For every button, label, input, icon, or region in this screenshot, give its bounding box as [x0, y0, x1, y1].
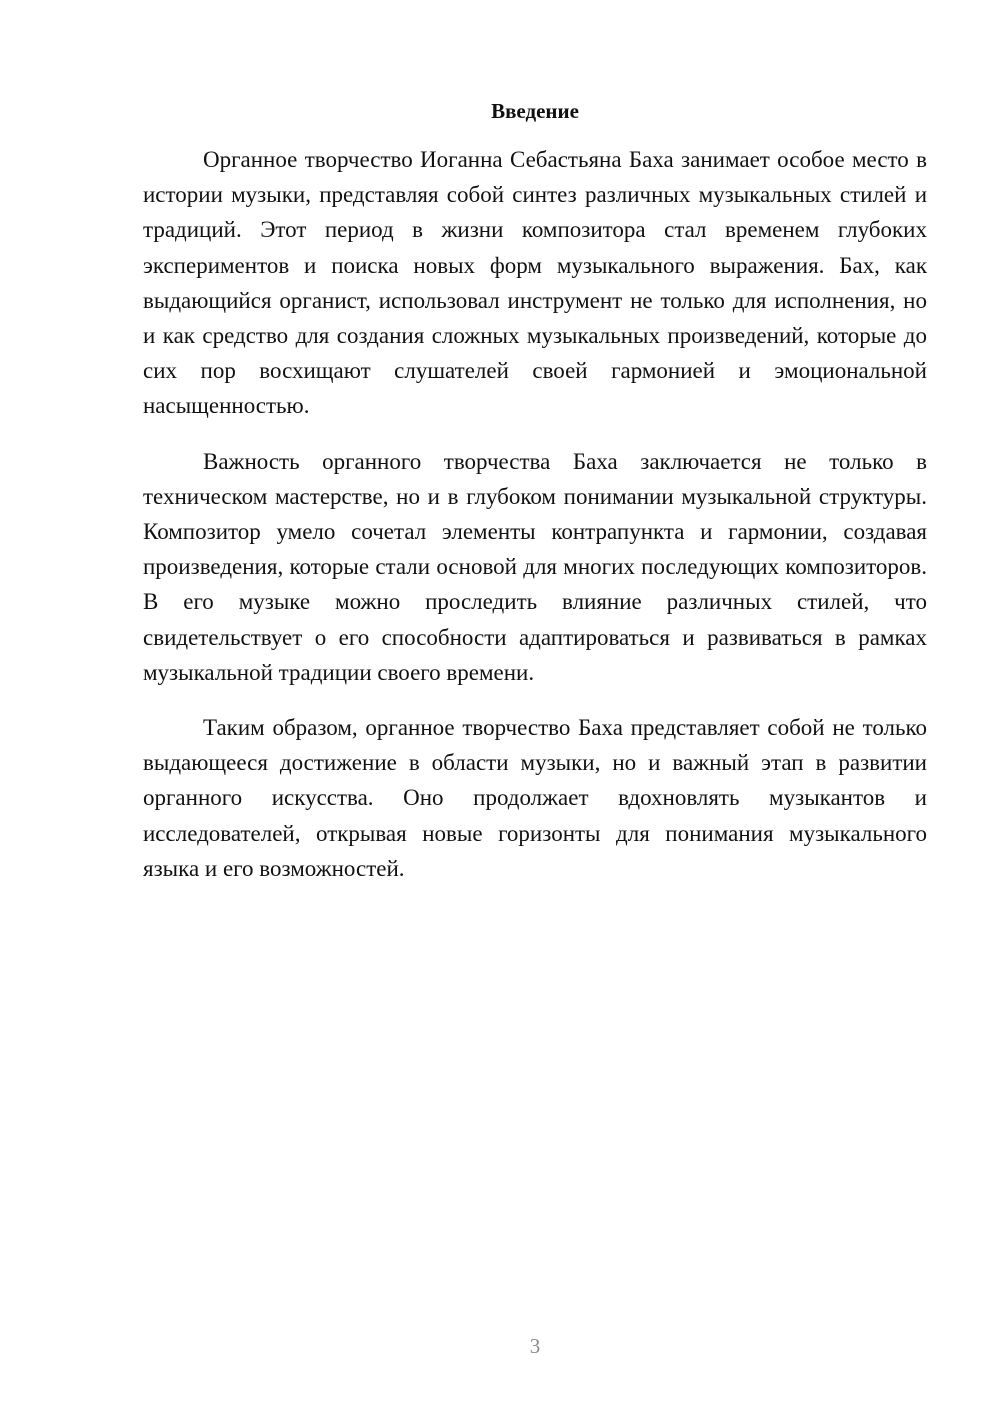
- paragraph-3: Таким образом, органное творчество Баха представляет собой не только выдающееся достижение в области музыки, но и важный этап в развитии органного искусства. Оно продолжает вдохновлять музыкантов и исследователей, открывая новые горизонты для понимания музыкального языка и его возможностей.: [143, 715, 927, 881]
- section-title: Введение: [491, 99, 579, 123]
- body-text: [143, 142, 927, 906]
- paragraph-1: Органное творчество Иоганна Себастьяна Баха занимает особое место в истории музыки, представляя собой синтез различных музыкальных стилей и традиций. Этот период в жизни композитора стал временем глубоких экспериментов и поиска новых форм музыкального выражения. Бах, как выдающийся органист, использовал инструмент не только для исполнения, но и как средство для создания сложных музыкальных произведений, которые до сих пор восхищают слушателей своей гармонией и эмоциональной насыщенностью.: [143, 147, 927, 419]
- page-number: 3: [529, 1334, 541, 1358]
- paragraph-2: Важность органного творчества Баха заключается не только в техническом мастерстве, но и в глубоком понимании музыкальной структуры. Композитор умело сочетал элементы контрапункта и гармонии, создавая произведения, которые стали основой для многих последующих композиторов. В его музыке можно проследить влияние различных стилей, что свидетельствует о его способности адаптироваться и развиваться в рамках музыкальной традиции своего времени.: [143, 448, 927, 685]
